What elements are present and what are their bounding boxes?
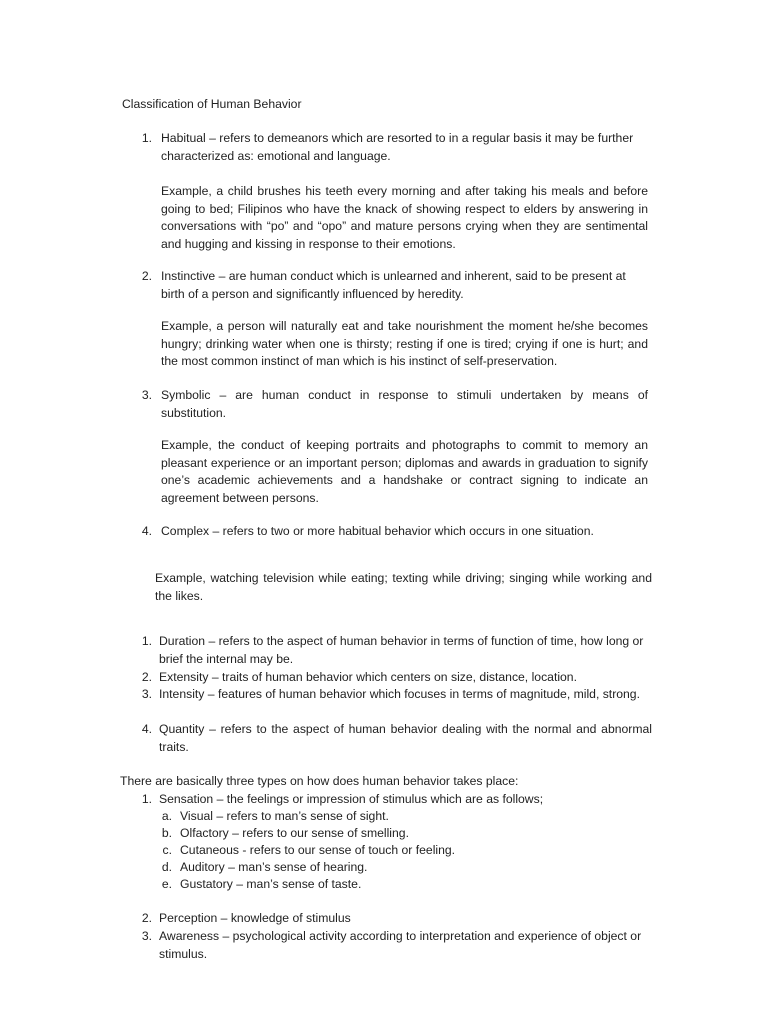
- classification-example: Example, a person will naturally eat and take nourishment the moment he/she becomes hungry; drinking water when one is thirsty; resting if one is tired; crying if one is hurt; and the most common instinct of man which is his instinct of self-preservation.: [161, 319, 648, 368]
- classification-number: 2.: [141, 269, 152, 283]
- classification-number: 4.: [141, 524, 152, 538]
- document-title: Classification of Human Behavior: [122, 97, 302, 111]
- sense-letter: b.: [161, 826, 172, 840]
- classification-number: 3.: [141, 388, 152, 402]
- dimension-number: 1.: [141, 634, 152, 648]
- sense-letter: d.: [161, 860, 172, 874]
- dimension-number: 3.: [141, 687, 152, 701]
- sense-text: Gustatory – man’s sense of taste.: [180, 877, 362, 891]
- types-intro: There are basically three types on how does human behavior takes place:: [120, 774, 519, 788]
- sense-text: Visual – refers to man’s sense of sight.: [180, 809, 389, 823]
- classification-text: Symbolic – are human conduct in response to stimuli undertaken by means of substitution.: [161, 388, 648, 420]
- sense-text: Cutaneous - refers to our sense of touch or feeling.: [180, 843, 456, 857]
- type-number: 2.: [141, 911, 152, 925]
- classification-text: Instinctive – are human conduct which is unlearned and inherent, said to be present at birth of a person and significantly influenced by heredity.: [161, 269, 626, 301]
- classification-number: 1.: [141, 131, 152, 145]
- dimension-number: 4.: [141, 722, 152, 736]
- dimension-number: 2.: [141, 670, 152, 684]
- classification-example: Example, a child brushes his teeth every morning and after taking his meals and before going to bed; Filipinos who have the knack of showing respect to elders by answering in conversations with “po” and “opo” and mature persons crying when they are sentimental and hugging and kissing in response to their emotions.: [161, 184, 648, 251]
- type-number: 3.: [141, 929, 152, 943]
- type-number: 1.: [141, 792, 152, 806]
- sense-text: Auditory – man’s sense of hearing.: [180, 860, 368, 874]
- classification-example: Example, watching television while eating; texting while driving; singing while working and the likes.: [155, 571, 652, 603]
- dimension-text: Intensity – features of human behavior which focuses in terms of magnitude, mild, strong.: [159, 687, 640, 701]
- dimension-text: Extensity – traits of human behavior which centers on size, distance, location.: [159, 670, 577, 684]
- classification-example: Example, the conduct of keeping portraits and photographs to commit to memory an pleasant experience or an important person; diplomas and awards in graduation to signify one’s academic achievements and a handshake or contract signing to indicate an agreement between persons.: [161, 438, 648, 505]
- type-text: Sensation – the feelings or impression of stimulus which are as follows;: [159, 792, 544, 806]
- type-text: Perception – knowledge of stimulus: [159, 911, 351, 925]
- sense-letter: c.: [162, 843, 172, 857]
- sense-text: Olfactory – refers to our sense of smelling.: [180, 826, 409, 840]
- sense-letter: e.: [161, 877, 172, 891]
- classification-text: Habitual – refers to demeanors which are resorted to in a regular basis it may be further characterized as: emotional and language.: [161, 131, 634, 163]
- classification-text: Complex – refers to two or more habitual behavior which occurs in one situation.: [161, 524, 594, 538]
- type-text: Awareness – psychological activity according to interpretation and experience of object or stimulus.: [159, 929, 642, 961]
- sense-letter: a.: [161, 809, 172, 823]
- dimension-text: Quantity – refers to the aspect of human behavior dealing with the normal and abnormal traits.: [159, 722, 652, 754]
- dimension-text: Duration – refers to the aspect of human behavior in terms of function of time, how long or brief the internal may be.: [159, 634, 644, 666]
